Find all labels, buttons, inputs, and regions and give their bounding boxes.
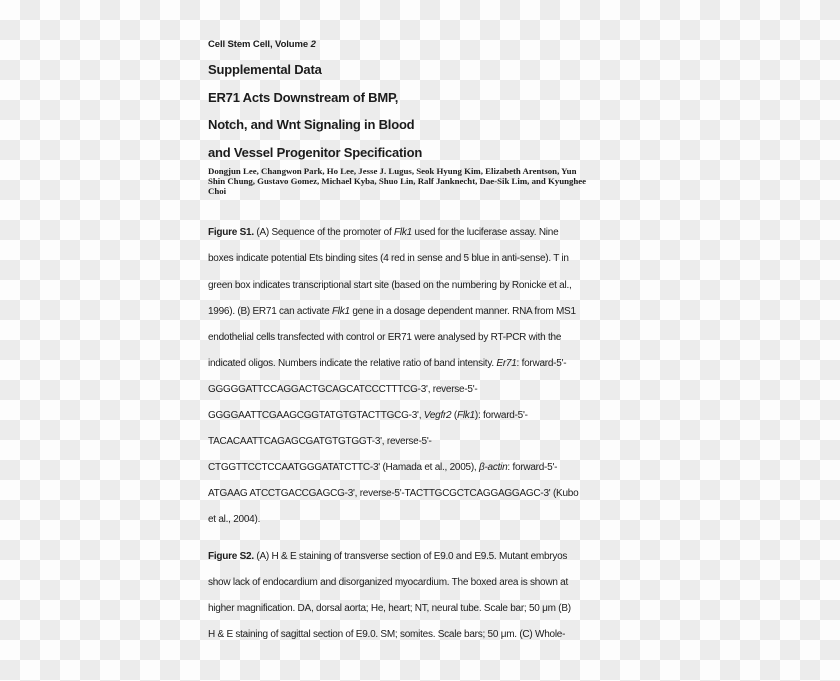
- text-line: [208, 429, 586, 455]
- figure-s1-caption: [208, 220, 586, 533]
- italic-term: Vegfr2: [423, 410, 452, 422]
- figure-s2-caption: [208, 544, 586, 648]
- text-line: [208, 246, 586, 272]
- text-segment: show lack of endocardium and disorganized myocardium. The boxed area is shown at: [208, 576, 569, 588]
- paper-title-line-1: ER71 Acts Downstream of BMP,: [208, 89, 399, 105]
- text-line: [208, 403, 586, 429]
- text-segment: (A) H & E staining of transverse section of E9.0 and E9.5. Mutant embryos: [253, 550, 568, 562]
- italic-term: Flk1: [394, 227, 412, 239]
- text-segment: CTGGTTCCTCCAATGGGATATCTTC-3' (Hamada et al., 2005),: [208, 462, 479, 474]
- figure-label: Figure S1.: [208, 227, 254, 239]
- paper-title-line-2: Notch, and Wnt Signaling in Blood: [208, 117, 415, 132]
- text-line: [208, 299, 586, 325]
- supplemental-data-label: Supplemental Data: [208, 62, 322, 77]
- text-line: [208, 325, 586, 351]
- paper-title-line-3: and Vessel Progenitor Specification: [208, 144, 423, 160]
- text-segment: 1996). (B) ER71 can activate: [208, 305, 332, 317]
- text-segment: used for the luciferase assay. Nine: [411, 227, 559, 239]
- text-line: [208, 622, 586, 648]
- text-line: [208, 596, 586, 622]
- text-line: [208, 481, 586, 507]
- text-line: [208, 351, 586, 377]
- text-segment: boxes indicate potential Ets binding sites (4 red in sense and 5 blue in anti-sense). T in: [208, 253, 569, 265]
- journal-name: Cell Stem Cell, Volume: [208, 39, 311, 50]
- text-line: [208, 273, 586, 299]
- text-segment: et al., 2004).: [208, 514, 261, 526]
- text-segment: GGGGGATTCCAGGACTGCAGCATCCCTTTCG-3', reverse-5'-: [208, 383, 478, 395]
- text-segment: gene in a dosage dependent manner. RNA from MS1: [349, 305, 576, 317]
- author-line: Dongjun Lee, Changwon Park, Ho Lee, Jesse J. Lugus, Seok Hyung Kim, Elizabeth Arentson, Yun: [208, 166, 577, 176]
- journal-line: [208, 39, 586, 51]
- text-line: [208, 544, 586, 570]
- italic-term: Flk1: [456, 410, 475, 422]
- journal-volume-number: 2: [310, 39, 316, 50]
- text-segment: ): forward-5'-: [474, 410, 528, 422]
- text-segment: (: [451, 410, 457, 422]
- text-segment: higher magnification. DA, dorsal aorta; He, heart; NT, neural tube. Scale bar; 50 μm (B): [208, 602, 571, 614]
- text-line: [208, 455, 586, 481]
- italic-term: Flk1: [331, 305, 350, 317]
- author-line: Shin Chung, Gustavo Gomez, Michael Kyba, Shuo Lin, Ralf Janknecht, Dae-Sik Lim, and Kyunghee: [208, 175, 587, 186]
- document-page: [208, 0, 586, 648]
- figure-label: Figure S2.: [208, 550, 254, 562]
- text-line: [208, 570, 586, 596]
- text-segment: : forward-5'-: [507, 462, 558, 474]
- text-segment: ATGAAG ATCCTGACCGAGCG-3', reverse-5'-TACTTGCGCTCAGGAGGAGC-3' (Kubo: [208, 488, 579, 500]
- text-segment: GGGGAATTCGAAGCGGTATGTGTACTTGCG-3',: [208, 410, 424, 422]
- text-segment: (A) Sequence of the promoter of: [253, 227, 395, 239]
- italic-term: β-actin: [478, 462, 508, 474]
- text-segment: H & E staining of sagittal section of E9.0. SM; somites. Scale bars; 50 μm. (C) Whole-: [208, 628, 566, 640]
- text-segment: : forward-5'-: [516, 357, 567, 369]
- italic-term: Er71: [496, 357, 517, 369]
- text-segment: green box indicates transcriptional start site (based on the numbering by Ronicke et al.,: [208, 279, 572, 291]
- text-line: [208, 507, 586, 533]
- text-segment: TACACAATTCAGAGCGATGTGTGGT-3', reverse-5'-: [208, 436, 432, 448]
- headline-block: [208, 56, 586, 166]
- text-line: [208, 377, 586, 403]
- text-segment: endothelial cells transfected with control or ER71 were analysed by RT-PCR with the: [208, 331, 562, 343]
- text-line: [208, 220, 586, 246]
- author-line: Choi: [208, 185, 227, 196]
- author-list: [208, 167, 586, 196]
- text-segment: indicated oligos. Numbers indicate the relative ratio of band intensity.: [208, 357, 497, 369]
